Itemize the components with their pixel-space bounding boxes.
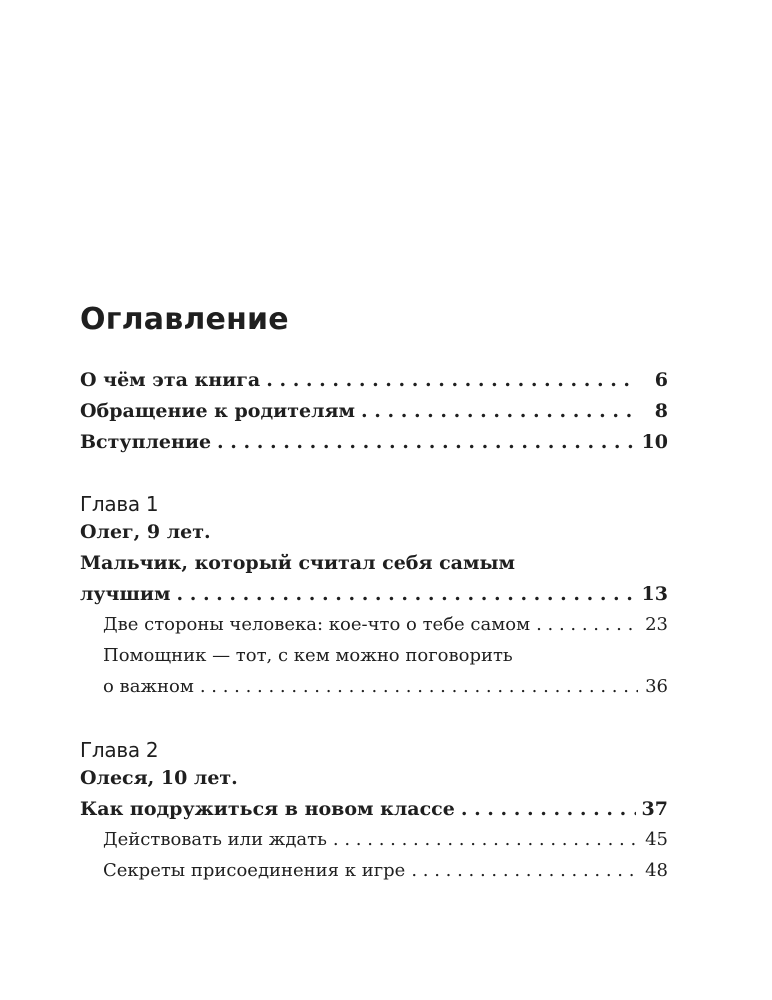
page-number: 10 [641, 431, 668, 453]
page-number: 48 [645, 860, 668, 881]
section-title-line: Помощник — тот, с кем можно поговорить [103, 645, 513, 666]
page-number: 37 [641, 798, 668, 820]
entry-label: О чём эта книга [80, 369, 261, 391]
dot-leader [176, 583, 635, 605]
dot-leader [200, 676, 638, 697]
chapter-hero: Олег, 9 лет. [80, 521, 211, 543]
dot-leader [461, 798, 636, 820]
toc-entry-section [80, 676, 668, 707]
dot-leader [411, 860, 638, 881]
page-title: Оглавление [80, 302, 289, 337]
page-number: 23 [645, 614, 668, 635]
entry-label: Действовать или ждать [103, 829, 327, 850]
toc-entry-section [80, 614, 668, 645]
toc-entry-about-book [80, 369, 668, 400]
entry-label: о важном [103, 676, 194, 697]
toc-entry-chapter-title [80, 583, 668, 614]
chapter-title-line: Мальчик, который считал себя самым [80, 552, 516, 574]
entry-label: Вступление [80, 431, 212, 453]
chapter-label: Глава 2 [80, 738, 159, 762]
dot-leader [266, 369, 638, 391]
dot-leader [333, 829, 638, 850]
dot-leader [217, 431, 636, 453]
chapter-label: Глава 1 [80, 492, 159, 516]
dot-leader [536, 614, 638, 635]
table-of-contents [80, 295, 668, 891]
page-number: 45 [645, 829, 668, 850]
entry-label: Обращение к родителям [80, 400, 356, 422]
entry-label: Две стороны человека: кое-что о тебе самом [103, 614, 531, 635]
page-number: 36 [645, 676, 668, 697]
entry-label: лучшим [80, 583, 171, 605]
page-number: 8 [654, 400, 668, 422]
toc-entry-section [80, 860, 668, 891]
chapter-hero: Олеся, 10 лет. [80, 767, 238, 789]
dot-leader [361, 400, 638, 422]
page-number: 6 [654, 369, 668, 391]
toc-entry-chapter-title [80, 798, 668, 829]
toc-entry-parents-address [80, 400, 668, 431]
toc-entry-introduction [80, 431, 668, 462]
entry-label: Секреты присоединения к игре [103, 860, 406, 881]
page-number: 13 [641, 583, 668, 605]
toc-entry-section [80, 829, 668, 860]
entry-label: Как подружиться в новом классе [80, 798, 455, 820]
